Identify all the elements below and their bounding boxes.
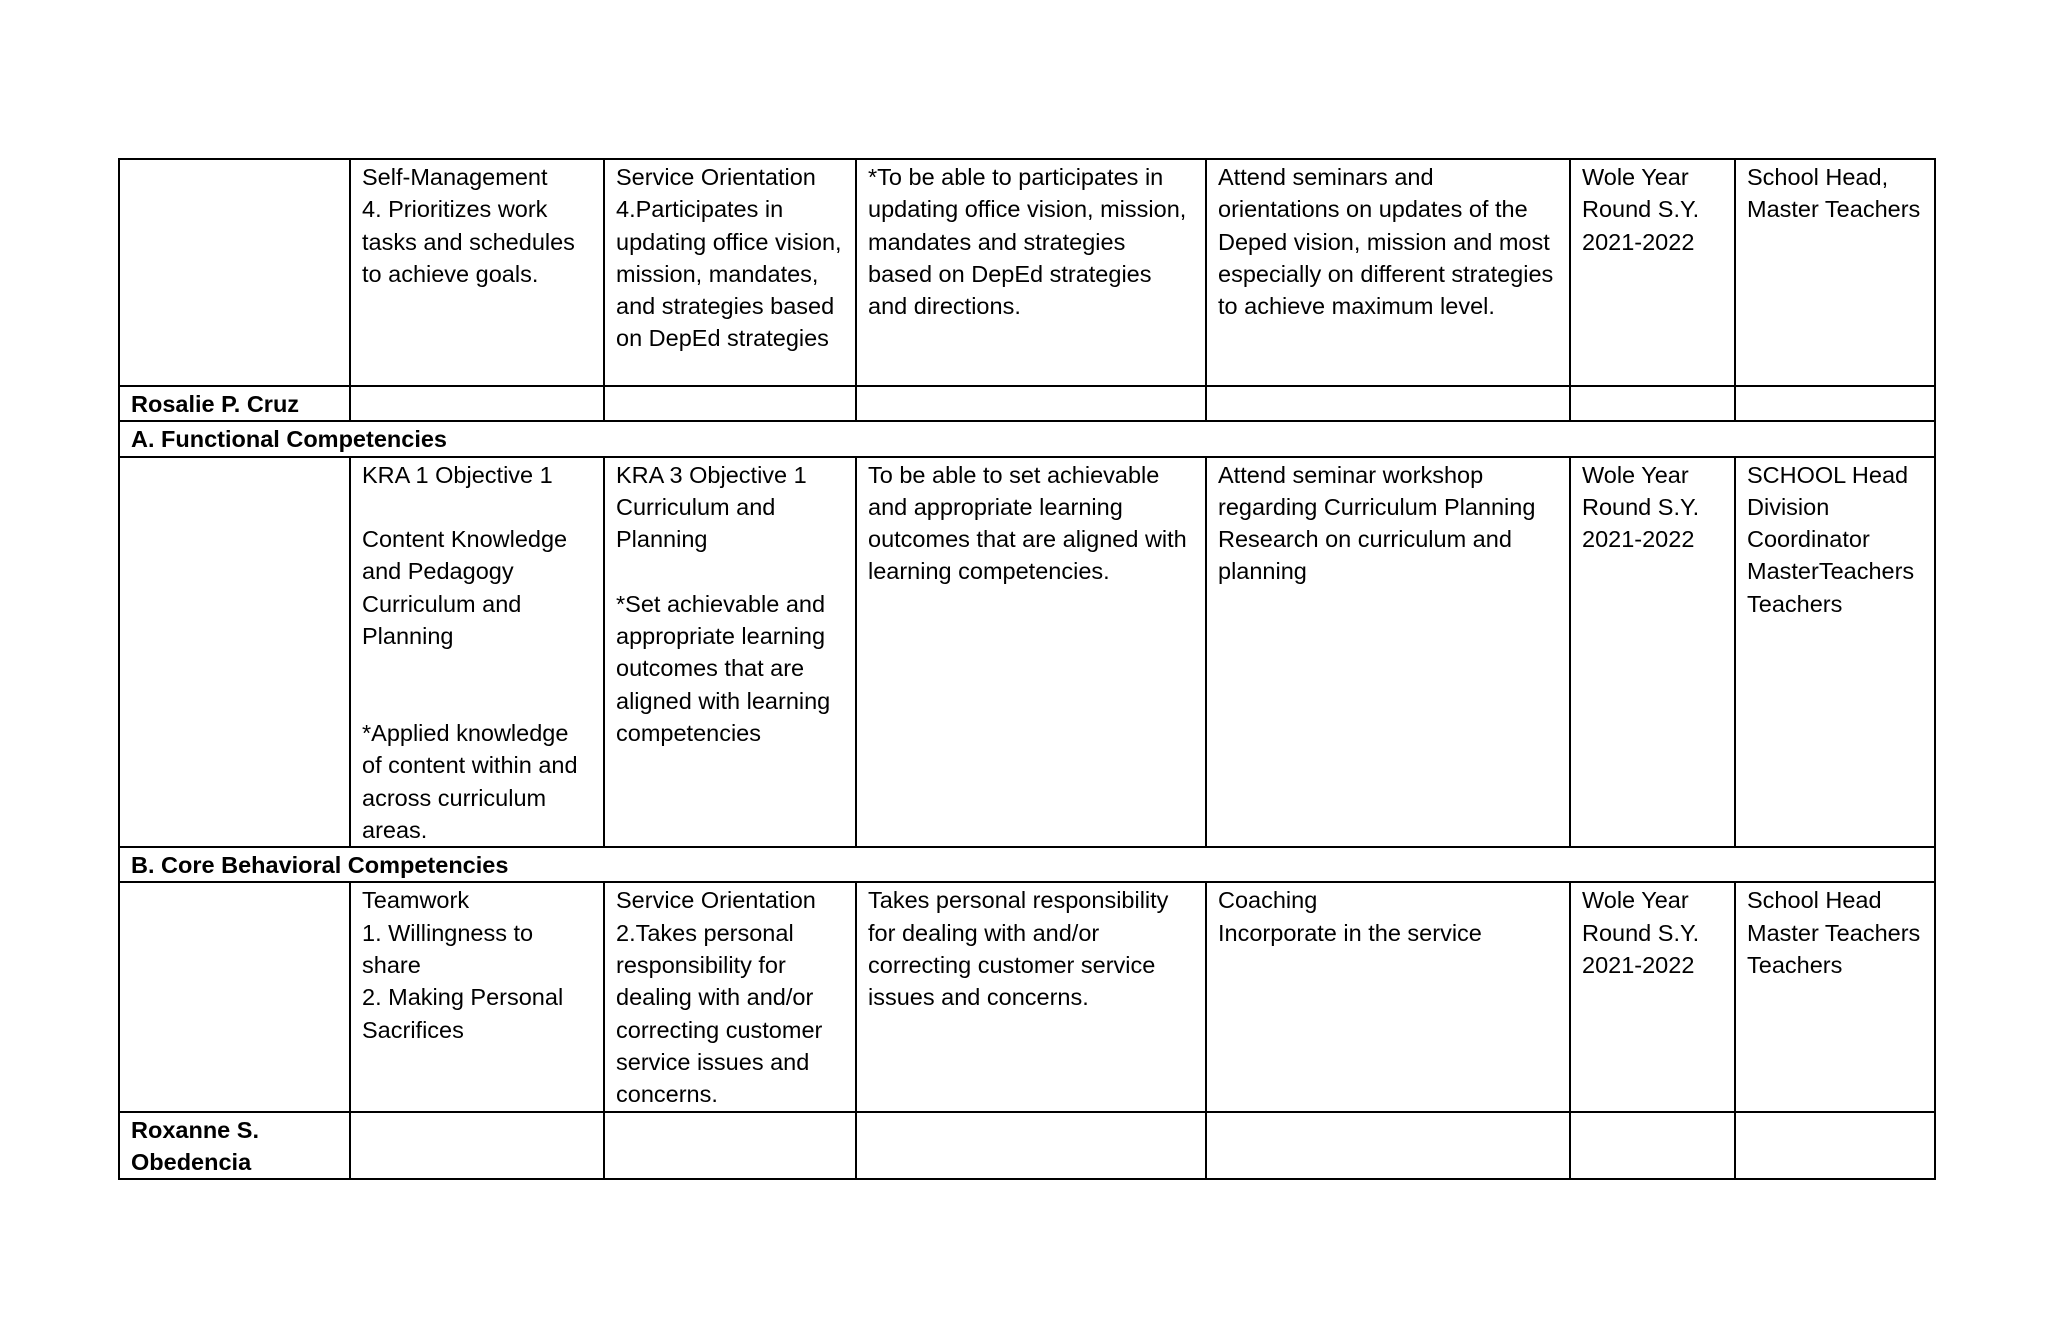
goal-cell: Takes personal responsibility for dealing with and/or correcting customer service issues and concerns. bbox=[856, 882, 1206, 1111]
objective-cell: Service Orientation 4.Participates in updating office vision, mission, mandates, and strategies based on DepEd strategies bbox=[604, 159, 856, 386]
empty-cell bbox=[1735, 386, 1935, 421]
goal-cell: *To be able to participates in updating office vision, mission, mandates and strategies based on DepEd strategies and directions. bbox=[856, 159, 1206, 386]
intervention-cell: Coaching Incorporate in the service bbox=[1206, 882, 1570, 1111]
competency-cell: Teamwork 1. Willingness to share 2. Making Personal Sacrifices bbox=[350, 882, 604, 1111]
employee-name-cell: Rosalie P. Cruz bbox=[119, 386, 350, 421]
competency-cell: Self-Management 4. Prioritizes work tasks and schedules to achieve goals. bbox=[350, 159, 604, 386]
section-header: A. Functional Competencies bbox=[119, 421, 1935, 456]
table-row bbox=[119, 159, 1935, 386]
table-row bbox=[119, 457, 1935, 848]
table-row bbox=[119, 1112, 1935, 1180]
section-header-row bbox=[119, 847, 1935, 882]
employee-name-cell bbox=[119, 882, 350, 1111]
empty-cell bbox=[604, 1112, 856, 1180]
empty-cell bbox=[1735, 1112, 1935, 1180]
empty-cell bbox=[604, 386, 856, 421]
empty-cell bbox=[1570, 386, 1735, 421]
intervention-cell: Attend seminar workshop regarding Curriculum Planning Research on curriculum and planning bbox=[1206, 457, 1570, 848]
development-plan-table bbox=[118, 158, 1936, 1180]
table-row bbox=[119, 882, 1935, 1111]
intervention-cell: Attend seminars and orientations on updates of the Deped vision, mission and most especially on different strategies to achieve maximum level. bbox=[1206, 159, 1570, 386]
resource-person-cell: SCHOOL Head Division Coordinator MasterTeachers Teachers bbox=[1735, 457, 1935, 848]
empty-cell bbox=[856, 386, 1206, 421]
objective-cell: KRA 3 Objective 1 Curriculum and Planning *Set achievable and appropriate learning outcomes that are aligned with learning competencies bbox=[604, 457, 856, 848]
empty-cell bbox=[350, 1112, 604, 1180]
empty-cell bbox=[1206, 386, 1570, 421]
employee-name-cell bbox=[119, 159, 350, 386]
resource-person-cell: School Head, Master Teachers bbox=[1735, 159, 1935, 386]
table-row bbox=[119, 386, 1935, 421]
empty-cell bbox=[1206, 1112, 1570, 1180]
objective-cell: Service Orientation 2.Takes personal responsibility for dealing with and/or correcting customer service issues and concerns. bbox=[604, 882, 856, 1111]
employee-name-cell: Roxanne S. Obedencia bbox=[119, 1112, 350, 1180]
employee-name-cell bbox=[119, 457, 350, 848]
section-header-row bbox=[119, 421, 1935, 456]
empty-cell bbox=[856, 1112, 1206, 1180]
section-header: B. Core Behavioral Competencies bbox=[119, 847, 1935, 882]
empty-cell bbox=[350, 386, 604, 421]
goal-cell: To be able to set achievable and appropriate learning outcomes that are aligned with learning competencies. bbox=[856, 457, 1206, 848]
timeline-cell: Wole Year Round S.Y. 2021-2022 bbox=[1570, 457, 1735, 848]
resource-person-cell: School Head Master Teachers Teachers bbox=[1735, 882, 1935, 1111]
empty-cell bbox=[1570, 1112, 1735, 1180]
competency-cell: KRA 1 Objective 1 Content Knowledge and Pedagogy Curriculum and Planning *Applied knowledge of content within and across curriculum areas. bbox=[350, 457, 604, 848]
timeline-cell: Wole Year Round S.Y. 2021-2022 bbox=[1570, 159, 1735, 386]
timeline-cell: Wole Year Round S.Y. 2021-2022 bbox=[1570, 882, 1735, 1111]
